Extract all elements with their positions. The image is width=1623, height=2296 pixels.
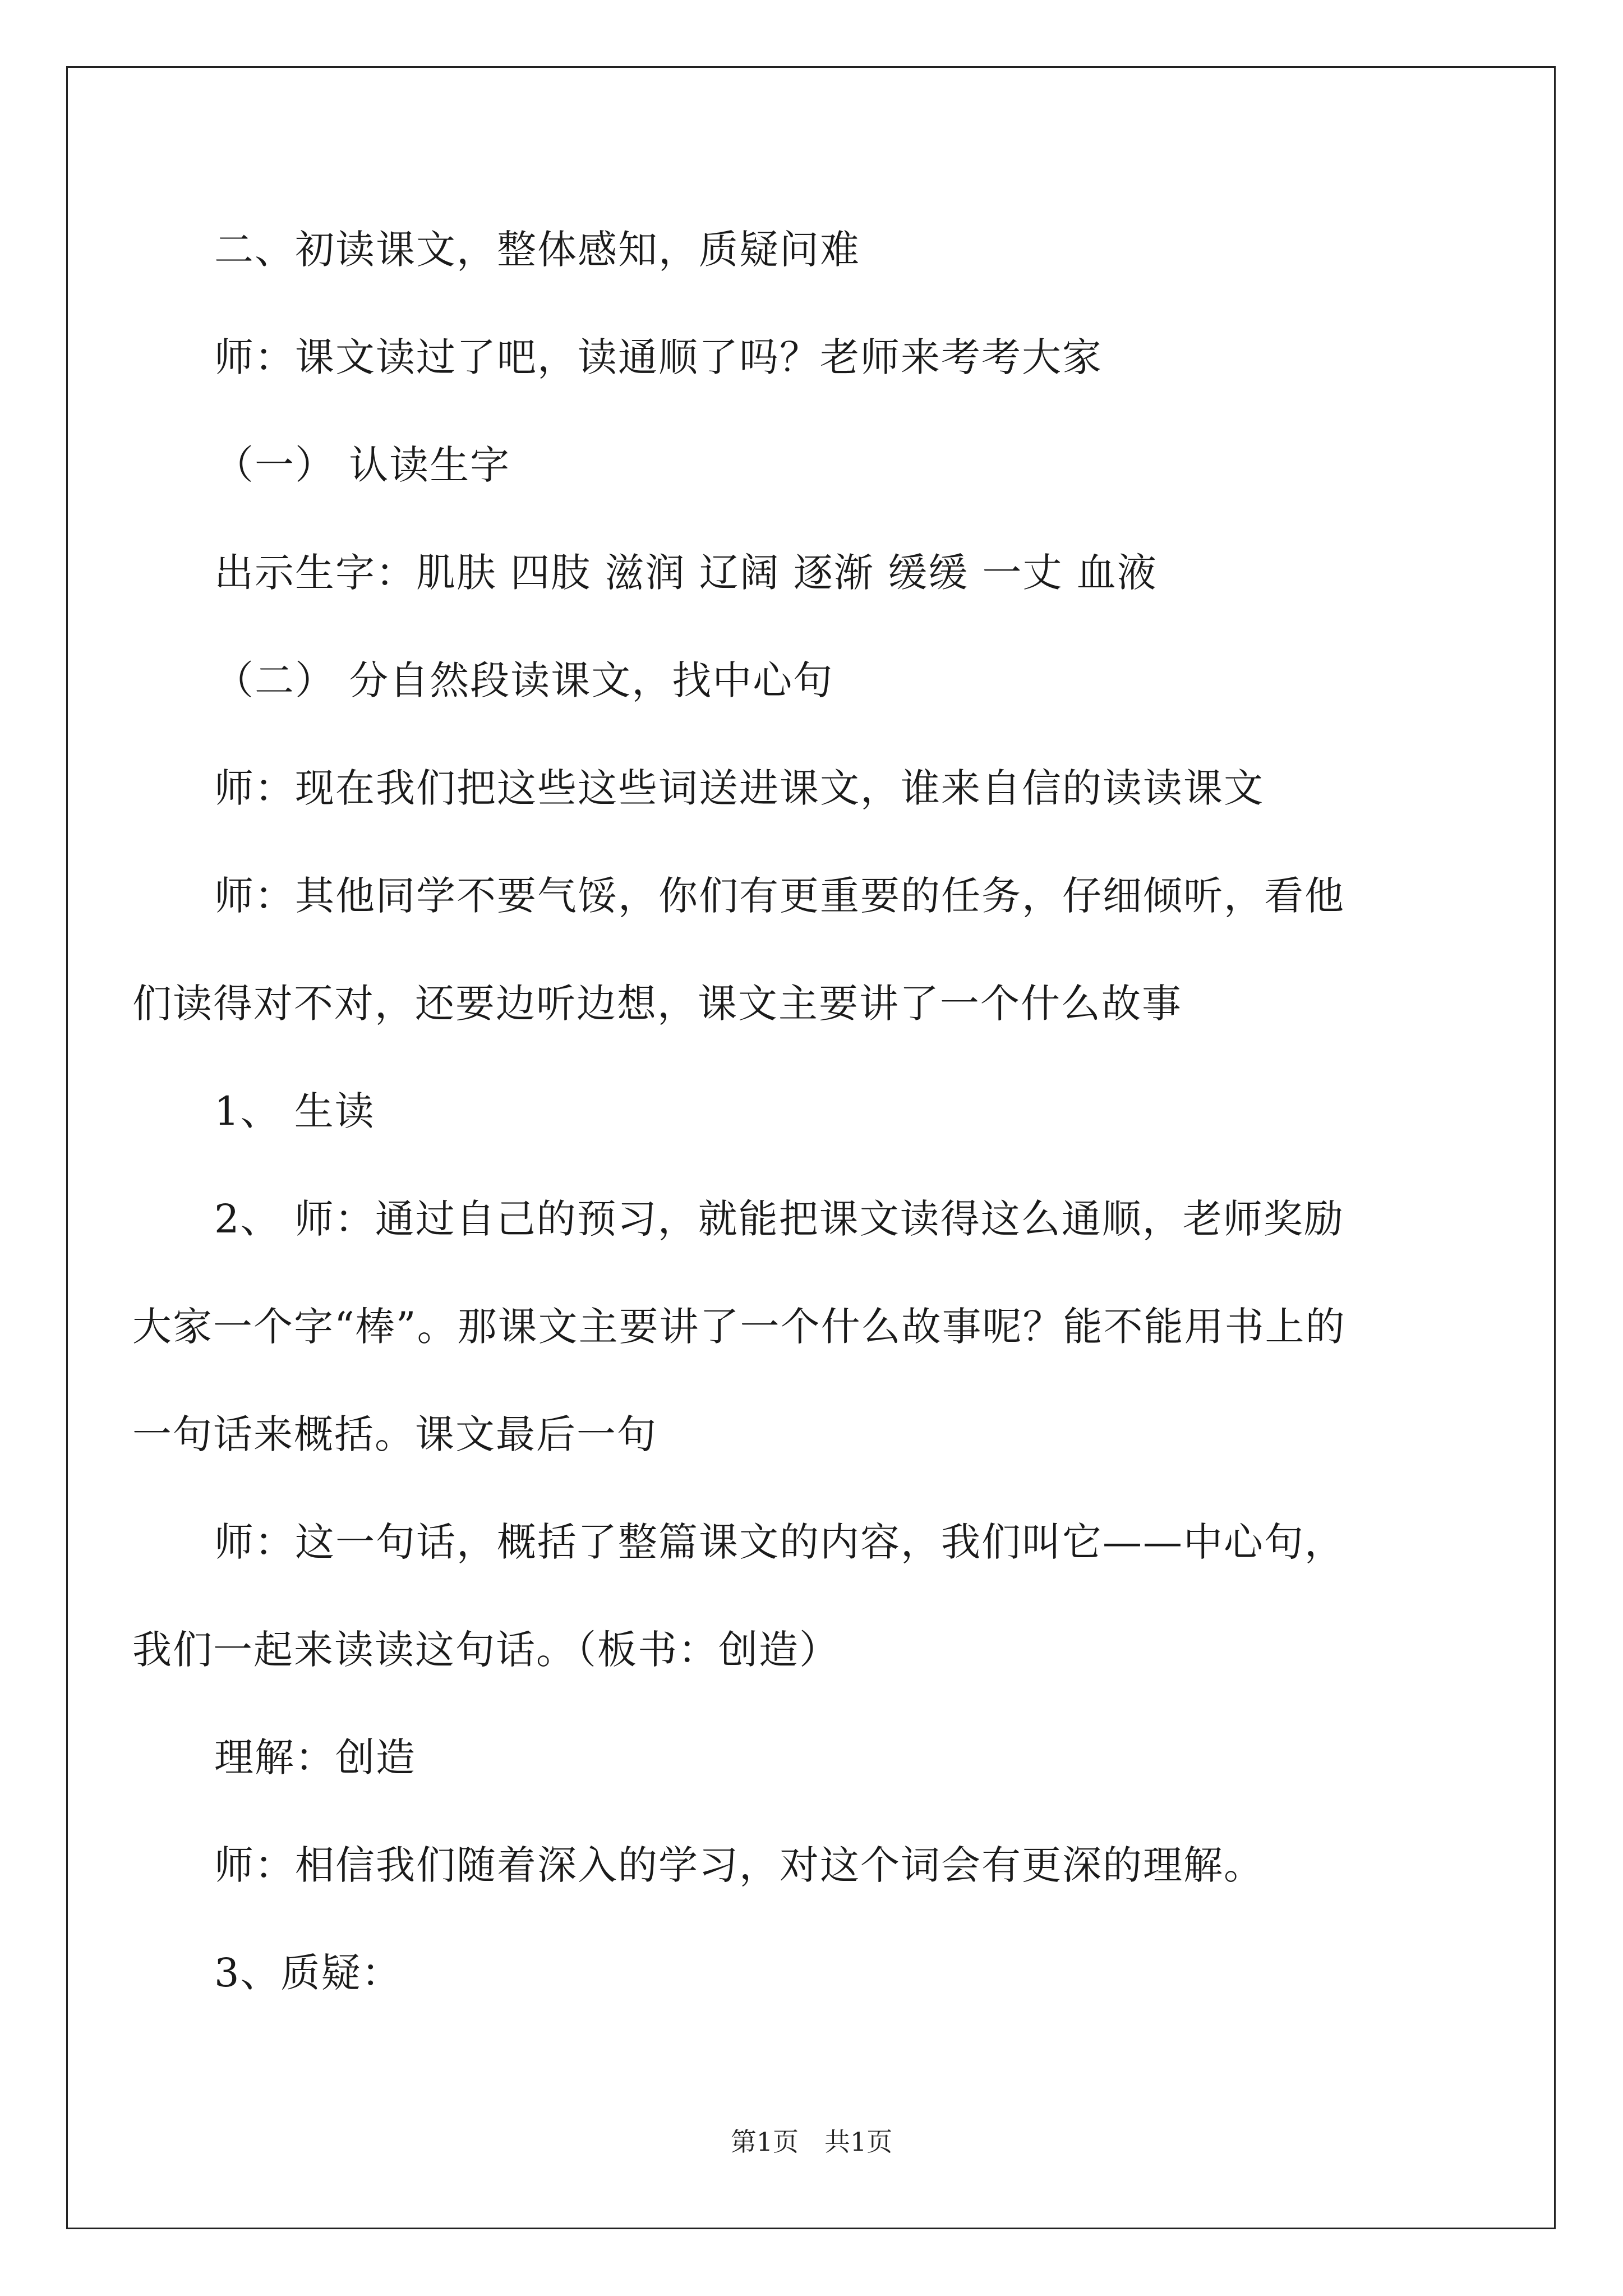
page-number-footer: 第1页 共1页 [730,2127,893,2157]
paragraph-line: 师：这一句话，概括了整篇课文的内容，我们叫它——中心句， [214,1519,1345,1565]
paragraph-line: 师：相信我们随着深入的学习，对这个词会有更深的理解。 [214,1842,1264,1888]
paragraph-line: 们读得对不对，还要边听边想，课文主要讲了一个什么故事 [132,981,1182,1027]
section-heading: 二、初读课文，整体感知，质疑问难 [214,227,860,273]
subsection-heading: （二） 分自然段读课文，找中心句 [214,657,834,703]
page-border [66,66,1556,2229]
paragraph-line: 理解：创造 [214,1734,416,1780]
list-item: 3、质疑： [214,1950,402,1996]
paragraph-line: 大家一个字“棒”。那课文主要讲了一个什么故事呢？能不能用书上的 [132,1304,1346,1350]
paragraph-line: 师：现在我们把这些这些词送进课文，谁来自信的读读课文 [214,765,1264,811]
paragraph-line: 我们一起来读读这句话。（板书：创造） [132,1627,840,1673]
paragraph-line: 师：其他同学不要气馁，你们有更重要的任务，仔细倾听，看他 [214,873,1345,919]
paragraph-line: 师：课文读过了吧，读通顺了吗？老师来考考大家 [214,334,1103,380]
list-item: 1、 生读 [214,1088,375,1134]
list-item: 2、 师：通过自己的预习，就能把课文读得这么通顺，老师奖励 [214,1196,1344,1242]
paragraph-line: 出示生字：肌肤 四肢 滋润 辽阔 逐渐 缓缓 一丈 血液 [214,550,1158,596]
paragraph-line: 一句话来概括。课文最后一句 [132,1411,657,1457]
subsection-heading: （一） 认读生字 [214,442,511,488]
